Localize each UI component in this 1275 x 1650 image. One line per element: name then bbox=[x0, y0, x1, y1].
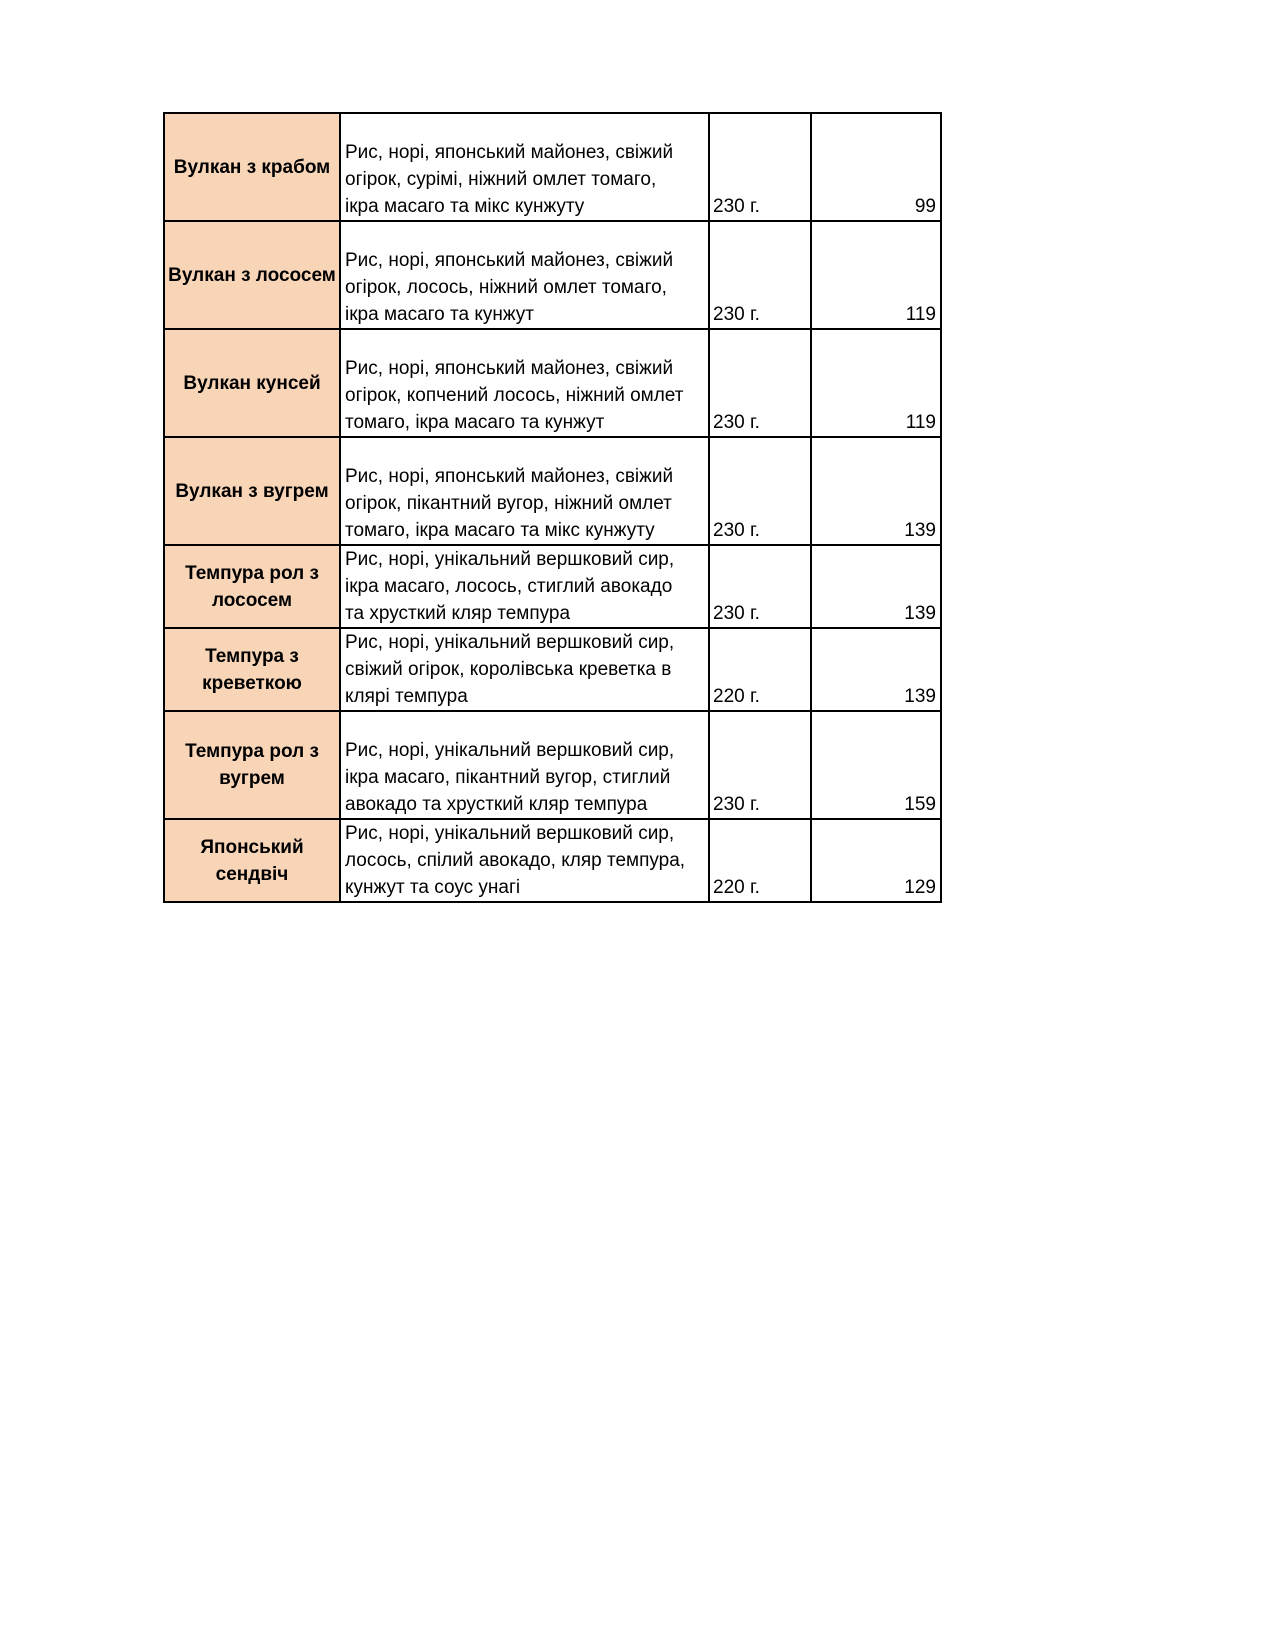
description-line: Рис, норі, унікальний вершковий сир, bbox=[345, 549, 675, 570]
description-line: Рис, норі, унікальний вершковий сир, bbox=[345, 632, 675, 653]
dish-description-cell bbox=[340, 628, 709, 711]
dish-weight: 220 г. bbox=[709, 819, 811, 902]
dish-name-cell bbox=[164, 628, 340, 711]
description-line: ікра масаго та мікс кунжуту bbox=[345, 196, 585, 217]
dish-price: 139 bbox=[811, 437, 941, 545]
table-row bbox=[164, 628, 941, 711]
description-line: Рис, норі, унікальний вершковий сир, bbox=[345, 740, 675, 761]
dish-name-cell bbox=[164, 545, 340, 628]
description-line: клярі темпура bbox=[345, 686, 468, 707]
dish-weight: 230 г. bbox=[709, 113, 811, 221]
dish-weight: 230 г. bbox=[709, 437, 811, 545]
dish-name-cell bbox=[164, 329, 340, 437]
description-line: лосось, спілий авокадо, кляр темпура, bbox=[345, 850, 686, 871]
dish-name-cell bbox=[164, 711, 340, 819]
dish-name: Темпура рол з вугрем bbox=[185, 741, 319, 789]
description-line: томаго, ікра масаго та мікс кунжуту bbox=[345, 520, 655, 541]
table-row bbox=[164, 545, 941, 628]
description-line: Рис, норі, японський майонез, свіжий bbox=[345, 358, 674, 379]
description-line: кунжут та соус унагі bbox=[345, 877, 521, 898]
dish-price: 129 bbox=[811, 819, 941, 902]
dish-name-cell bbox=[164, 819, 340, 902]
table-row bbox=[164, 113, 941, 221]
dish-weight: 230 г. bbox=[709, 711, 811, 819]
description-line: огірок, пікантний вугор, ніжний омлет bbox=[345, 493, 672, 514]
description-line: ікра масаго та кунжут bbox=[345, 304, 534, 325]
dish-price: 159 bbox=[811, 711, 941, 819]
dish-description-cell bbox=[340, 437, 709, 545]
dish-price: 139 bbox=[811, 628, 941, 711]
description-line: ікра масаго, лосось, стиглий авокадо bbox=[345, 576, 673, 597]
table-row bbox=[164, 437, 941, 545]
dish-price: 139 bbox=[811, 545, 941, 628]
description-line: томаго, ікра масаго та кунжут bbox=[345, 412, 605, 433]
dish-name: Вулкан з вугрем bbox=[175, 480, 329, 502]
dish-weight: 230 г. bbox=[709, 545, 811, 628]
description-line: авокадо та хрусткий кляр темпура bbox=[345, 794, 648, 815]
table-row bbox=[164, 329, 941, 437]
description-line: огірок, сурімі, ніжний омлет томаго, bbox=[345, 169, 657, 190]
dish-name-cell bbox=[164, 221, 340, 329]
description-line: ікра масаго, пікантний вугор, стиглий bbox=[345, 767, 671, 788]
dish-name: Вулкан з лососем bbox=[168, 264, 336, 286]
dish-weight: 230 г. bbox=[709, 329, 811, 437]
dish-price: 119 bbox=[811, 329, 941, 437]
dish-name: Японський сендвіч bbox=[200, 836, 304, 885]
dish-name-cell bbox=[164, 113, 340, 221]
dish-weight: 230 г. bbox=[709, 221, 811, 329]
description-line: Рис, норі, японський майонез, свіжий bbox=[345, 466, 674, 487]
dish-weight: 220 г. bbox=[709, 628, 811, 711]
dish-name: Вулкан кунсей bbox=[183, 372, 321, 394]
menu-table-body bbox=[164, 113, 941, 902]
description-line: та хрусткий кляр темпура bbox=[345, 603, 571, 624]
table-row bbox=[164, 819, 941, 902]
dish-description-cell bbox=[340, 819, 709, 902]
dish-description-cell bbox=[340, 545, 709, 628]
dish-name: Вулкан з крабом bbox=[173, 156, 331, 178]
dish-price: 119 bbox=[811, 221, 941, 329]
dish-name: Темпура рол з лососем bbox=[185, 562, 319, 611]
description-line: огірок, лосось, ніжний омлет томаго, bbox=[345, 277, 667, 298]
table-row bbox=[164, 221, 941, 329]
dish-description-cell bbox=[340, 711, 709, 819]
description-line: Рис, норі, японський майонез, свіжий bbox=[345, 250, 674, 271]
description-line: Рис, норі, японський майонез, свіжий bbox=[345, 142, 674, 163]
menu-table bbox=[163, 112, 942, 903]
dish-description-cell bbox=[340, 221, 709, 329]
dish-name-cell bbox=[164, 437, 340, 545]
dish-price: 99 bbox=[811, 113, 941, 221]
dish-name: Темпура з креветкою bbox=[202, 645, 302, 694]
dish-description-cell bbox=[340, 113, 709, 221]
description-line: Рис, норі, унікальний вершковий сир, bbox=[345, 823, 675, 844]
table-row bbox=[164, 711, 941, 819]
description-line: свіжий огірок, королівська креветка в bbox=[345, 659, 672, 680]
description-line: огірок, копчений лосось, ніжний омлет bbox=[345, 385, 684, 406]
dish-description-cell bbox=[340, 329, 709, 437]
